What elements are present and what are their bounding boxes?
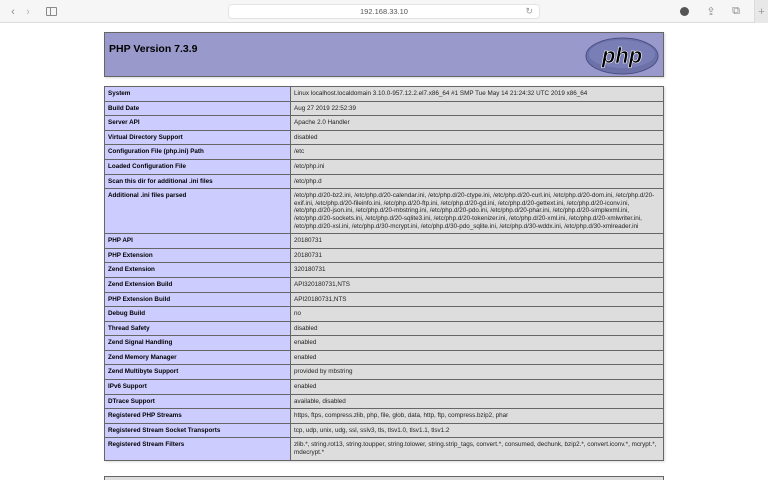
table-row [105, 380, 664, 395]
table-row [105, 365, 664, 380]
row-value: Linux localhost.localdomain 3.10.0-957.12.2.el7.x86_64 #1 SMP Tue May 14 21:24:32 UTC 2019 x86_64 [291, 87, 664, 102]
row-value: no [291, 307, 664, 322]
row-value: 320180731 [291, 263, 664, 278]
row-value: API320180731,NTS [291, 277, 664, 292]
table-row [105, 438, 664, 460]
page-title: PHP Version 7.3.9 [109, 43, 198, 55]
table-row [105, 263, 664, 278]
row-value: available, disabled [291, 394, 664, 409]
row-value: https, ftps, compress.zlib, php, file, glob, data, http, ftp, compress.bzip2, phar [291, 409, 664, 424]
next-section-table [104, 476, 664, 480]
table-row [105, 394, 664, 409]
row-value: Apache 2.0 Handler [291, 116, 664, 131]
row-label: Zend Extension Build [105, 277, 291, 292]
row-label: Additional .ini files parsed [105, 189, 291, 234]
row-value: /etc/php.ini [291, 159, 664, 174]
row-value: 20180731 [291, 234, 664, 249]
row-label: Thread Safety [105, 321, 291, 336]
table-row [105, 277, 664, 292]
row-value: /etc/php.d/20-bz2.ini, /etc/php.d/20-calendar.ini, /etc/php.d/20-ctype.ini, /etc/php.d/20-curl.ini, /etc/php.d/20-dom.ini, /etc/php.d/20-exif.ini, /etc/php.d/20-fileinfo.ini, /etc/php.d/20-ftp.ini, /etc/php.d/20-gd.ini, /etc/php.d/20-gettext.ini, /etc/php.d/20-iconv.ini, /etc/php.d/20-json.ini, /etc/php.d/20-mbstring.ini, /etc/php.d/20-pdo.ini, /etc/php.d/20-phar.ini, /etc/php.d/20-simplexml.ini, /etc/php.d/20-sockets.ini, /etc/php.d/20-sqlite3.ini, /etc/php.d/20-tokenizer.ini, /etc/php.d/20-xml.ini, /etc/php.d/20-xmlwriter.ini, /etc/php.d/20-xsl.ini, /etc/php.d/30-mcrypt.ini, /etc/php.d/30-pdo_sqlite.ini, /etc/php.d/30-wddx.ini, /etc/php.d/30-xmlreader.ini [291, 189, 664, 234]
row-value: /etc/php.d [291, 174, 664, 189]
row-label: Virtual Directory Support [105, 130, 291, 145]
row-label: Registered Stream Filters [105, 438, 291, 460]
row-label: Build Date [105, 101, 291, 116]
svg-text:php: php [601, 43, 643, 68]
row-label: IPv6 Support [105, 380, 291, 395]
row-value: 20180731 [291, 248, 664, 263]
row-value: Aug 27 2019 22:52:39 [291, 101, 664, 116]
row-value: enabled [291, 336, 664, 351]
row-label: PHP Extension [105, 248, 291, 263]
table-row [105, 101, 664, 116]
table-row [105, 87, 664, 102]
back-button[interactable] [6, 4, 20, 19]
address-bar[interactable] [228, 4, 540, 19]
row-label: Server API [105, 116, 291, 131]
sidebar-icon [46, 7, 57, 16]
table-row [105, 174, 664, 189]
row-label: System [105, 87, 291, 102]
row-label: PHP API [105, 234, 291, 249]
table-row [105, 145, 664, 160]
table-row [105, 423, 664, 438]
sidebar-toggle-button[interactable] [44, 4, 58, 19]
address-text: 192.168.33.10 [360, 7, 408, 16]
new-tab-button[interactable] [754, 0, 768, 23]
row-value: enabled [291, 380, 664, 395]
table-row [105, 248, 664, 263]
php-version-header [104, 32, 664, 77]
row-value: enabled [291, 350, 664, 365]
table-row [105, 234, 664, 249]
table-row [105, 130, 664, 145]
chevron-left-icon: ‹ [11, 5, 15, 18]
row-label: Zend Extension [105, 263, 291, 278]
table-row [105, 321, 664, 336]
table-row [105, 189, 664, 234]
row-value: provided by mbstring [291, 365, 664, 380]
row-value: API20180731,NTS [291, 292, 664, 307]
row-value: zlib.*, string.rot13, string.toupper, string.tolower, string.strip_tags, convert.*, consumed, dechunk, bzip2.*, convert.iconv.*, mcrypt.*, mdecrypt.* [291, 438, 664, 460]
chevron-right-icon: › [26, 5, 30, 18]
table-row [105, 350, 664, 365]
row-label: PHP Extension Build [105, 292, 291, 307]
row-value: disabled [291, 130, 664, 145]
row-label: Zend Memory Manager [105, 350, 291, 365]
row-value: /etc [291, 145, 664, 160]
row-label: DTrace Support [105, 394, 291, 409]
table-row [105, 307, 664, 322]
row-value: disabled [291, 321, 664, 336]
table-row [105, 336, 664, 351]
share-button[interactable] [704, 4, 718, 19]
row-label: Registered Stream Socket Transports [105, 423, 291, 438]
row-label: Configuration File (php.ini) Path [105, 145, 291, 160]
tabs-overview-icon: ⧉ [732, 5, 740, 17]
plus-icon: + [758, 5, 765, 18]
downloads-button[interactable] [677, 4, 691, 19]
table-row [105, 409, 664, 424]
share-icon: ⇪ [706, 6, 716, 18]
table-row [105, 116, 664, 131]
row-value: tcp, udp, unix, udg, ssl, sslv3, tls, tlsv1.0, tlsv1.1, tlsv1.2 [291, 423, 664, 438]
download-icon [680, 7, 689, 16]
row-label: Scan this dir for additional .ini files [105, 174, 291, 189]
row-label: Zend Signal Handling [105, 336, 291, 351]
row-label: Debug Build [105, 307, 291, 322]
reload-icon[interactable]: ↻ [525, 6, 533, 16]
php-logo-icon [585, 37, 659, 75]
forward-button[interactable] [21, 4, 35, 19]
tabs-overview-button[interactable] [729, 4, 743, 19]
browser-toolbar [0, 0, 768, 23]
table-row [105, 159, 664, 174]
row-label: Registered PHP Streams [105, 409, 291, 424]
row-label: Loaded Configuration File [105, 159, 291, 174]
php-info-table [104, 86, 664, 461]
row-label: Zend Multibyte Support [105, 365, 291, 380]
table-row [105, 292, 664, 307]
